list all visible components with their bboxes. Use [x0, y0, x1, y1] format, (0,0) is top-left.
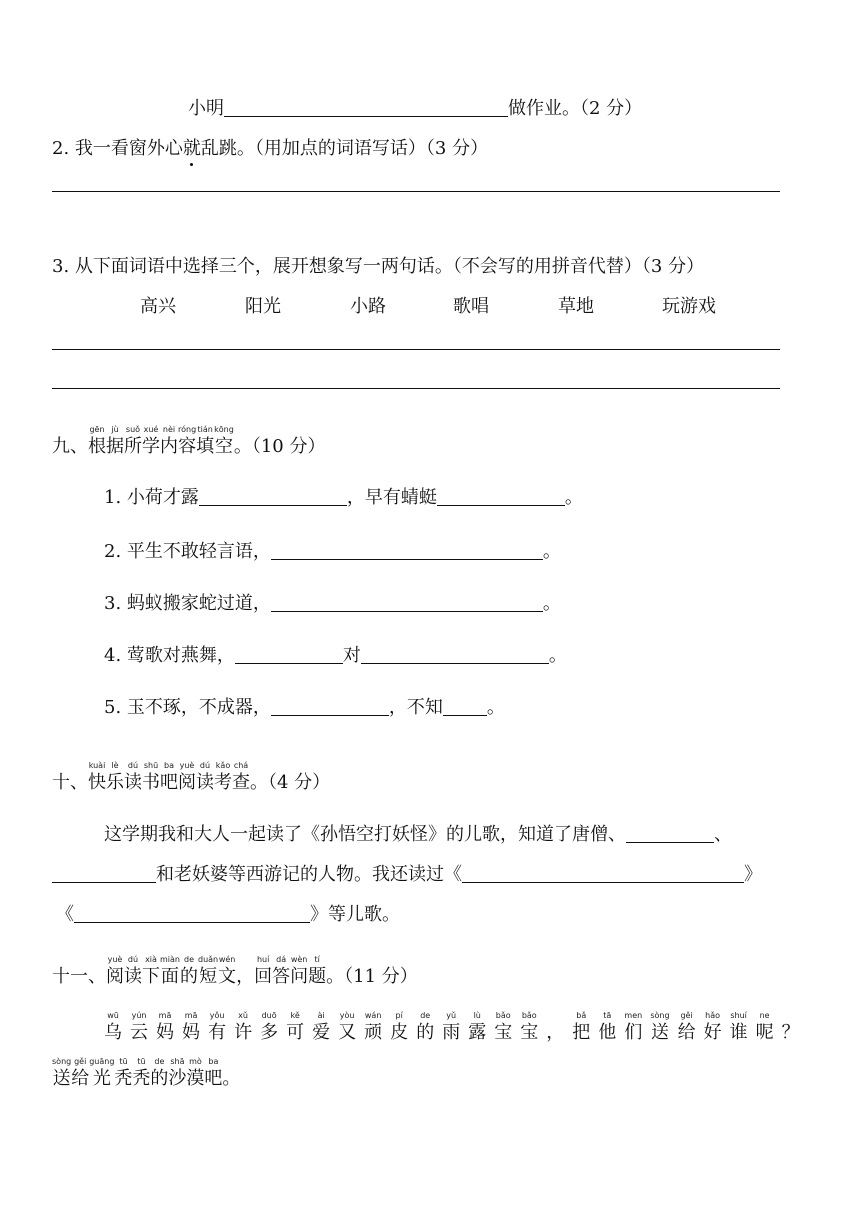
hanzi: 把	[572, 1022, 591, 1043]
hanzi: 好	[703, 1022, 722, 1043]
ruby-char	[196, 424, 214, 458]
item-num: 3.	[104, 593, 122, 614]
pinyin: jù	[111, 425, 119, 434]
hanzi: 呢	[755, 1022, 774, 1043]
ruby-char	[142, 954, 160, 988]
sec9-item-1	[104, 483, 583, 509]
hanzi: 。	[222, 1068, 241, 1089]
ruby-char	[442, 1010, 460, 1044]
fill-blank[interactable]	[271, 696, 389, 716]
pinyin: dá	[276, 955, 287, 964]
ruby-char	[160, 954, 180, 988]
hanzi: 容	[178, 436, 197, 457]
ruby-char	[178, 760, 196, 794]
pinyin: bǎ	[576, 1011, 587, 1020]
pinyin: bǎo	[495, 1011, 511, 1020]
sec10-para-line-3	[56, 900, 400, 926]
pinyin: sòng	[650, 1011, 670, 1020]
pinyin: chá	[233, 761, 249, 770]
item-text: 平生不敢轻言语，	[126, 541, 271, 562]
ruby-char	[254, 954, 272, 988]
sec9-item-3	[104, 589, 561, 615]
sec11-tail: 。（11 分）	[326, 966, 418, 987]
item-num: 2.	[104, 541, 122, 562]
hanzi: 的	[150, 1068, 169, 1089]
hanzi: 爱	[312, 1022, 331, 1043]
pinyin: xué	[143, 425, 159, 434]
fill-blank[interactable]	[52, 863, 156, 883]
q2-before: 我一看窗外心	[74, 138, 183, 159]
pinyin: tián	[197, 425, 213, 434]
pinyin: wèn	[290, 955, 308, 964]
ruby-char	[756, 1010, 774, 1044]
q3-word: 阳光	[245, 296, 281, 317]
ruby-char	[272, 954, 290, 988]
q2-after: 乱跳。（用加点的词语写话）（3 分）	[200, 138, 489, 159]
q3-text: 从下面词语中选择三个，展开想象写一两句话。（不会写的用拼音代替）（3 分）	[74, 256, 705, 277]
pinyin: ba	[208, 1057, 219, 1066]
ruby-char	[624, 1010, 642, 1044]
hanzi: 宝	[520, 1022, 539, 1043]
hanzi: 送	[650, 1022, 669, 1043]
item-text: 。	[542, 593, 561, 614]
hanzi: 答	[272, 966, 291, 987]
pinyin: huí	[256, 955, 270, 964]
hanzi: 吧	[160, 772, 178, 793]
sec10-num: 十、	[52, 772, 88, 793]
pinyin: duō	[261, 1011, 277, 1020]
pinyin: nèi	[162, 425, 176, 434]
pinyin: wán	[364, 1011, 382, 1020]
hanzi: 阅	[106, 966, 124, 987]
q2-answer-line[interactable]	[52, 191, 780, 192]
hanzi: 所	[124, 436, 142, 457]
ruby-char	[390, 1010, 408, 1044]
pinyin: tū	[137, 1057, 146, 1066]
sec11-num: 十一、	[52, 966, 106, 987]
hanzi: 又	[338, 1022, 357, 1043]
sec9-num: 九、	[52, 436, 88, 457]
fill-blank[interactable]	[74, 903, 310, 923]
fill-blank[interactable]	[271, 592, 543, 612]
hanzi: 读	[196, 772, 214, 793]
ruby-char	[218, 954, 236, 988]
hanzi: 读	[124, 772, 142, 793]
pinyin: de	[420, 1011, 431, 1020]
q1-blank[interactable]	[224, 97, 508, 117]
q2-prompt	[52, 134, 488, 160]
hanzi: 考	[214, 772, 232, 793]
q3-num: 3.	[52, 256, 70, 277]
hanzi: 填	[196, 436, 215, 457]
hanzi: 查	[232, 772, 250, 793]
para-text: 《	[56, 904, 74, 925]
ruby-char	[142, 760, 160, 794]
hanzi: 空	[215, 436, 233, 457]
ruby-char	[312, 1010, 330, 1044]
ruby-char	[572, 1010, 590, 1044]
ruby-char	[520, 1010, 538, 1044]
ruby-char	[782, 1010, 800, 1044]
ruby-char	[88, 760, 106, 794]
hanzi: 的	[416, 1022, 435, 1043]
pinyin: shuí	[730, 1011, 747, 1020]
ruby-char	[208, 1010, 226, 1044]
hanzi: 许	[234, 1022, 253, 1043]
hanzi: 谁	[729, 1022, 748, 1043]
pinyin: yǔ	[446, 1011, 457, 1020]
para-text: 、	[714, 824, 732, 845]
q3-answer-line-2[interactable]	[52, 388, 780, 389]
pinyin: duǎn	[198, 955, 219, 964]
pinyin: lù	[473, 1011, 481, 1020]
fill-blank[interactable]	[271, 540, 543, 560]
ruby-char	[178, 424, 196, 458]
sec10-title	[88, 760, 250, 794]
fill-blank[interactable]	[361, 644, 549, 664]
item-text: 莺歌对燕舞，	[126, 645, 235, 666]
fill-blank[interactable]	[443, 696, 487, 716]
hanzi: 书	[142, 772, 160, 793]
item-num: 1.	[104, 487, 122, 508]
hanzi: 快	[88, 772, 106, 793]
q3-prompt	[52, 252, 704, 278]
hanzi: 妈	[182, 1022, 201, 1043]
pinyin: men	[624, 1011, 643, 1020]
hanzi: 根	[88, 436, 106, 457]
pinyin: mò	[189, 1057, 202, 1066]
pinyin: lè	[111, 761, 119, 770]
hanzi: 漠	[186, 1068, 205, 1089]
fill-blank[interactable]	[199, 486, 347, 506]
pinyin: ne	[759, 1011, 770, 1020]
pinyin: dú	[127, 761, 139, 770]
ruby-char	[160, 424, 178, 458]
hanzi: 学	[142, 436, 160, 457]
sec9-tail: 。（10 分）	[233, 436, 326, 457]
ruby-char	[114, 1056, 132, 1090]
pinyin: miàn	[160, 955, 180, 964]
ruby-char	[71, 1056, 89, 1090]
ruby-char	[232, 760, 250, 794]
hanzi: 露	[468, 1022, 487, 1043]
ruby-char	[214, 760, 232, 794]
ruby-char	[416, 1010, 434, 1044]
pinyin: tí	[314, 955, 320, 964]
pinyin: xià	[145, 955, 157, 964]
pinyin: dú	[199, 761, 211, 770]
hanzi: 们	[624, 1022, 643, 1043]
ruby-char	[186, 1056, 204, 1090]
q1-sentence	[188, 94, 642, 120]
hanzi: 宝	[494, 1022, 513, 1043]
pinyin: gěi	[680, 1011, 693, 1020]
para-text: 和老妖婆等西游记的人物。我还读过《	[156, 864, 462, 885]
ruby-char	[106, 424, 124, 458]
hanzi: 文	[218, 966, 237, 987]
hanzi: 妈	[156, 1022, 175, 1043]
ruby-char	[132, 1056, 150, 1090]
sec9-item-4	[104, 641, 567, 667]
pinyin: de	[154, 1057, 165, 1066]
q3-word: 歌唱	[453, 296, 489, 317]
ruby-char	[234, 1010, 252, 1044]
item-num: 5.	[104, 697, 122, 718]
pinyin: shā	[170, 1057, 185, 1066]
ruby-char	[260, 1010, 278, 1044]
ruby-char	[308, 954, 326, 988]
hanzi: 他	[598, 1022, 617, 1043]
hanzi: 有	[208, 1022, 227, 1043]
pinyin: mā	[158, 1011, 172, 1020]
q2-num: 2.	[52, 138, 70, 159]
pinyin: kǎo	[215, 761, 231, 770]
hanzi: 可	[286, 1022, 305, 1043]
ruby-char	[468, 1010, 486, 1044]
ruby-char	[730, 1010, 748, 1044]
pinyin: róng	[178, 425, 197, 434]
hanzi: 的	[180, 966, 198, 987]
sec9-title	[88, 424, 234, 458]
item-text: ，早有蜻蜓	[346, 487, 437, 508]
ruby-char	[364, 1010, 382, 1044]
sec10-para-line-2	[52, 860, 762, 886]
pinyin: dú	[127, 955, 139, 964]
item-text: 小荷才露	[126, 487, 199, 508]
para-text: 》等儿歌。	[310, 904, 400, 925]
item-text: 。	[486, 697, 505, 718]
ruby-char	[198, 954, 218, 988]
item-text: 。	[548, 645, 567, 666]
pinyin: tū	[119, 1057, 128, 1066]
q3-word: 小路	[350, 296, 386, 317]
sec10-heading	[52, 760, 330, 794]
pinyin: kōng	[214, 425, 234, 434]
pinyin: gěi	[74, 1057, 87, 1066]
q3-word-list	[140, 292, 716, 318]
hanzi: 内	[160, 436, 178, 457]
hanzi: 回	[254, 966, 273, 987]
ruby-char	[598, 1010, 616, 1044]
pinyin: kě	[290, 1011, 300, 1020]
item-text: 蚂蚁搬家蛇过道，	[126, 593, 271, 614]
pinyin: tā	[603, 1011, 612, 1020]
pinyin: yǒu	[209, 1011, 225, 1020]
hanzi: 给	[71, 1068, 90, 1089]
ruby-char	[180, 954, 198, 988]
ruby-char	[338, 1010, 356, 1044]
para-text: 》	[744, 864, 762, 885]
hanzi: 送	[52, 1068, 71, 1089]
fill-blank[interactable]	[235, 644, 343, 664]
ruby-char	[214, 424, 234, 458]
item-text: ，不知	[388, 697, 443, 718]
hanzi: 云	[130, 1022, 149, 1043]
item-text: 。	[542, 541, 561, 562]
ruby-char	[156, 1010, 174, 1044]
pinyin: pí	[395, 1011, 403, 1020]
hanzi: ，	[546, 1022, 565, 1043]
pinyin: yòu	[339, 1011, 355, 1020]
hanzi: 吧	[204, 1068, 223, 1089]
pinyin: wū	[107, 1011, 119, 1020]
hanzi: 短	[199, 966, 218, 987]
pinyin: shū	[143, 761, 159, 770]
hanzi: 题	[308, 966, 327, 987]
pinyin: gēn	[89, 425, 105, 434]
hanzi: 面	[161, 966, 179, 987]
ruby-char	[290, 954, 308, 988]
ruby-char	[168, 1056, 186, 1090]
ruby-char	[160, 760, 178, 794]
q3-word: 高兴	[140, 296, 176, 317]
sec11-comma: ，	[236, 966, 255, 987]
sec9-item-5	[104, 693, 505, 719]
hanzi: 皮	[390, 1022, 409, 1043]
sec10-para-line-1	[104, 820, 732, 846]
pinyin: ài	[317, 1011, 325, 1020]
pinyin: de	[184, 955, 194, 964]
fill-blank[interactable]	[626, 823, 714, 843]
ruby-char	[130, 1010, 148, 1044]
q1-subject: 小明	[188, 98, 224, 119]
item-text: 对	[342, 645, 361, 666]
q1-rest: 做作业。（2 分）	[508, 98, 643, 119]
ruby-char	[150, 1056, 168, 1090]
hanzi: 下	[142, 966, 160, 987]
ruby-char	[142, 424, 160, 458]
pinyin: yún	[131, 1011, 147, 1020]
ruby-char	[196, 760, 214, 794]
ruby-char	[678, 1010, 696, 1044]
item-num: 4.	[104, 645, 122, 666]
ruby-char	[204, 1056, 222, 1090]
hanzi: 沙	[168, 1068, 187, 1089]
sec9-item-2	[104, 537, 561, 563]
ruby-char	[222, 1056, 240, 1090]
hanzi: 光	[92, 1068, 111, 1089]
ruby-char	[124, 954, 142, 988]
ruby-char	[89, 1056, 114, 1090]
pinyin: suǒ	[125, 425, 141, 434]
pinyin: mā	[184, 1011, 198, 1020]
pinyin: yuè	[107, 955, 123, 964]
hanzi: 据	[106, 436, 124, 457]
pinyin: guāng	[89, 1057, 115, 1066]
hanzi: 顽	[364, 1022, 383, 1043]
ruby-char	[106, 954, 124, 988]
q3-answer-line-1[interactable]	[52, 349, 780, 350]
pinyin: kuài	[88, 761, 106, 770]
hanzi: 给	[677, 1022, 696, 1043]
fill-blank[interactable]	[437, 486, 565, 506]
pinyin: wén	[218, 955, 236, 964]
ruby-char	[286, 1010, 304, 1044]
q3-word: 玩游戏	[662, 296, 716, 317]
sec11-story-line-2	[52, 1056, 240, 1090]
pinyin: ba	[164, 761, 174, 770]
ruby-char	[704, 1010, 722, 1044]
ruby-char	[124, 760, 142, 794]
pinyin: xǔ	[238, 1011, 248, 1020]
hanzi: 多	[260, 1022, 279, 1043]
ruby-char	[88, 424, 106, 458]
hanzi: 读	[124, 966, 142, 987]
ruby-char	[104, 1010, 122, 1044]
sec11-title-part1	[106, 954, 236, 988]
hanzi: 雨	[442, 1022, 461, 1043]
ruby-char	[494, 1010, 512, 1044]
sec11-story-line-1	[104, 1010, 800, 1044]
pinyin: sòng	[52, 1057, 72, 1066]
pinyin: bǎo	[521, 1011, 537, 1020]
ruby-char	[52, 1056, 71, 1090]
hanzi: 乐	[106, 772, 124, 793]
pinyin: hǎo	[705, 1011, 721, 1020]
hanzi: 问	[290, 966, 309, 987]
sec10-tail: 。（4 分）	[250, 772, 331, 793]
fill-blank[interactable]	[462, 863, 744, 883]
ruby-char	[106, 760, 124, 794]
item-text: 。	[564, 487, 583, 508]
hanzi: 阅	[178, 772, 196, 793]
hanzi: ？	[781, 1022, 800, 1043]
ruby-char	[650, 1010, 669, 1044]
para-text: 这学期我和大人一起读了《孙悟空打妖怪》的儿歌，知道了唐僧、	[104, 824, 626, 845]
ruby-char	[546, 1010, 564, 1044]
q3-word: 草地	[558, 296, 594, 317]
ruby-char	[124, 424, 142, 458]
hanzi: 乌	[104, 1022, 122, 1043]
ruby-char	[182, 1010, 200, 1044]
hanzi: 秃	[132, 1068, 151, 1089]
item-text: 玉不琢，不成器，	[126, 697, 271, 718]
q2-dotted-char: 就	[183, 134, 201, 160]
sec11-title-part2	[254, 954, 326, 988]
sec9-heading	[52, 424, 325, 458]
hanzi: 秃	[114, 1068, 133, 1089]
pinyin: yuè	[179, 761, 195, 770]
sec11-heading	[52, 954, 418, 988]
